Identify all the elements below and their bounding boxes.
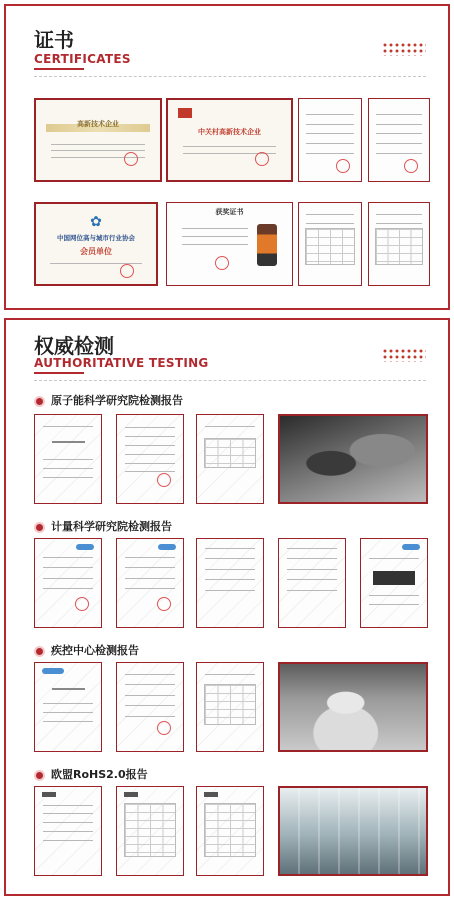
logo-icon bbox=[178, 108, 192, 118]
testing-title-en: AUTHORITATIVE TESTING bbox=[34, 356, 209, 370]
certificate-association-member[interactable] bbox=[34, 202, 158, 286]
group-label: 原子能科学研究院检测报告 bbox=[51, 394, 183, 407]
cleanroom-photo bbox=[278, 786, 428, 876]
lab-scientist-photo bbox=[278, 662, 428, 752]
microscope-photo bbox=[278, 414, 428, 504]
report-cdc-1[interactable] bbox=[34, 662, 102, 752]
report-metrology-3[interactable] bbox=[196, 538, 264, 628]
group-label: 计量科学研究院检测报告 bbox=[51, 520, 172, 533]
certificate-document-4[interactable] bbox=[368, 202, 430, 286]
report-rohs-1[interactable] bbox=[34, 786, 102, 876]
testing-section bbox=[4, 318, 450, 896]
report-atomic-3[interactable] bbox=[196, 414, 264, 504]
person-photo bbox=[257, 224, 277, 267]
report-metrology-2[interactable] bbox=[116, 538, 184, 628]
report-atomic-2[interactable] bbox=[116, 414, 184, 504]
report-atomic-1[interactable] bbox=[34, 414, 102, 504]
report-metrology-5[interactable] bbox=[360, 538, 428, 628]
certificate-zgc-high-tech[interactable] bbox=[166, 98, 293, 182]
document-table bbox=[124, 803, 177, 858]
report-metrology-1[interactable] bbox=[34, 538, 102, 628]
report-rohs-2[interactable] bbox=[116, 786, 184, 876]
group-label: 欧盟RoHS2.0报告 bbox=[51, 768, 148, 781]
certificate-document-1[interactable] bbox=[298, 98, 362, 182]
seal-icon bbox=[404, 159, 418, 173]
section-divider bbox=[34, 380, 426, 382]
certificate-label: 中国网位高与城市行业协会 bbox=[57, 233, 135, 242]
testing-group-rohs bbox=[34, 766, 148, 782]
certificate-label: 中关村高新技术企业 bbox=[198, 128, 261, 137]
association-logo-icon: ✿ bbox=[90, 213, 102, 230]
bullet-icon bbox=[34, 770, 45, 781]
report-cdc-2[interactable] bbox=[116, 662, 184, 752]
document-table bbox=[305, 228, 355, 265]
testing-title-cn: 权威检测 bbox=[34, 334, 114, 358]
dot-pattern-icon bbox=[382, 42, 426, 56]
certificate-award[interactable] bbox=[166, 202, 293, 286]
seal-icon bbox=[120, 264, 134, 278]
bullet-icon bbox=[34, 646, 45, 657]
seal-icon bbox=[255, 152, 269, 166]
report-cdc-3[interactable] bbox=[196, 662, 264, 752]
testing-group-metrology bbox=[34, 518, 172, 534]
title-underline bbox=[34, 372, 84, 374]
section-divider bbox=[34, 76, 426, 78]
certificate-document-3[interactable] bbox=[298, 202, 362, 286]
testing-group-cdc bbox=[34, 642, 139, 658]
report-rohs-3[interactable] bbox=[196, 786, 264, 876]
report-metrology-4[interactable] bbox=[278, 538, 346, 628]
title-underline bbox=[34, 68, 84, 70]
document-table bbox=[375, 228, 423, 265]
bullet-icon bbox=[34, 396, 45, 407]
document-table bbox=[204, 438, 257, 468]
seal-icon bbox=[124, 152, 138, 166]
document-table bbox=[204, 803, 257, 858]
certificate-document-2[interactable] bbox=[368, 98, 430, 182]
seal-icon bbox=[336, 159, 350, 173]
certificate-label: 高新技术企业 bbox=[77, 120, 119, 129]
certificate-label: 获奖证书 bbox=[215, 208, 244, 217]
document-table bbox=[204, 684, 257, 725]
certificate-high-tech[interactable] bbox=[34, 98, 162, 182]
member-badge: 会员单位 bbox=[80, 246, 112, 256]
certificates-section bbox=[4, 4, 450, 310]
group-label: 疾控中心检测报告 bbox=[51, 644, 139, 657]
certificates-title-en: CERTIFICATES bbox=[34, 52, 131, 66]
dot-pattern-icon bbox=[382, 348, 426, 362]
seal-icon bbox=[215, 256, 229, 270]
bullet-icon bbox=[34, 522, 45, 533]
certificates-title-cn: 证书 bbox=[34, 28, 74, 52]
testing-group-atomic bbox=[34, 392, 183, 408]
